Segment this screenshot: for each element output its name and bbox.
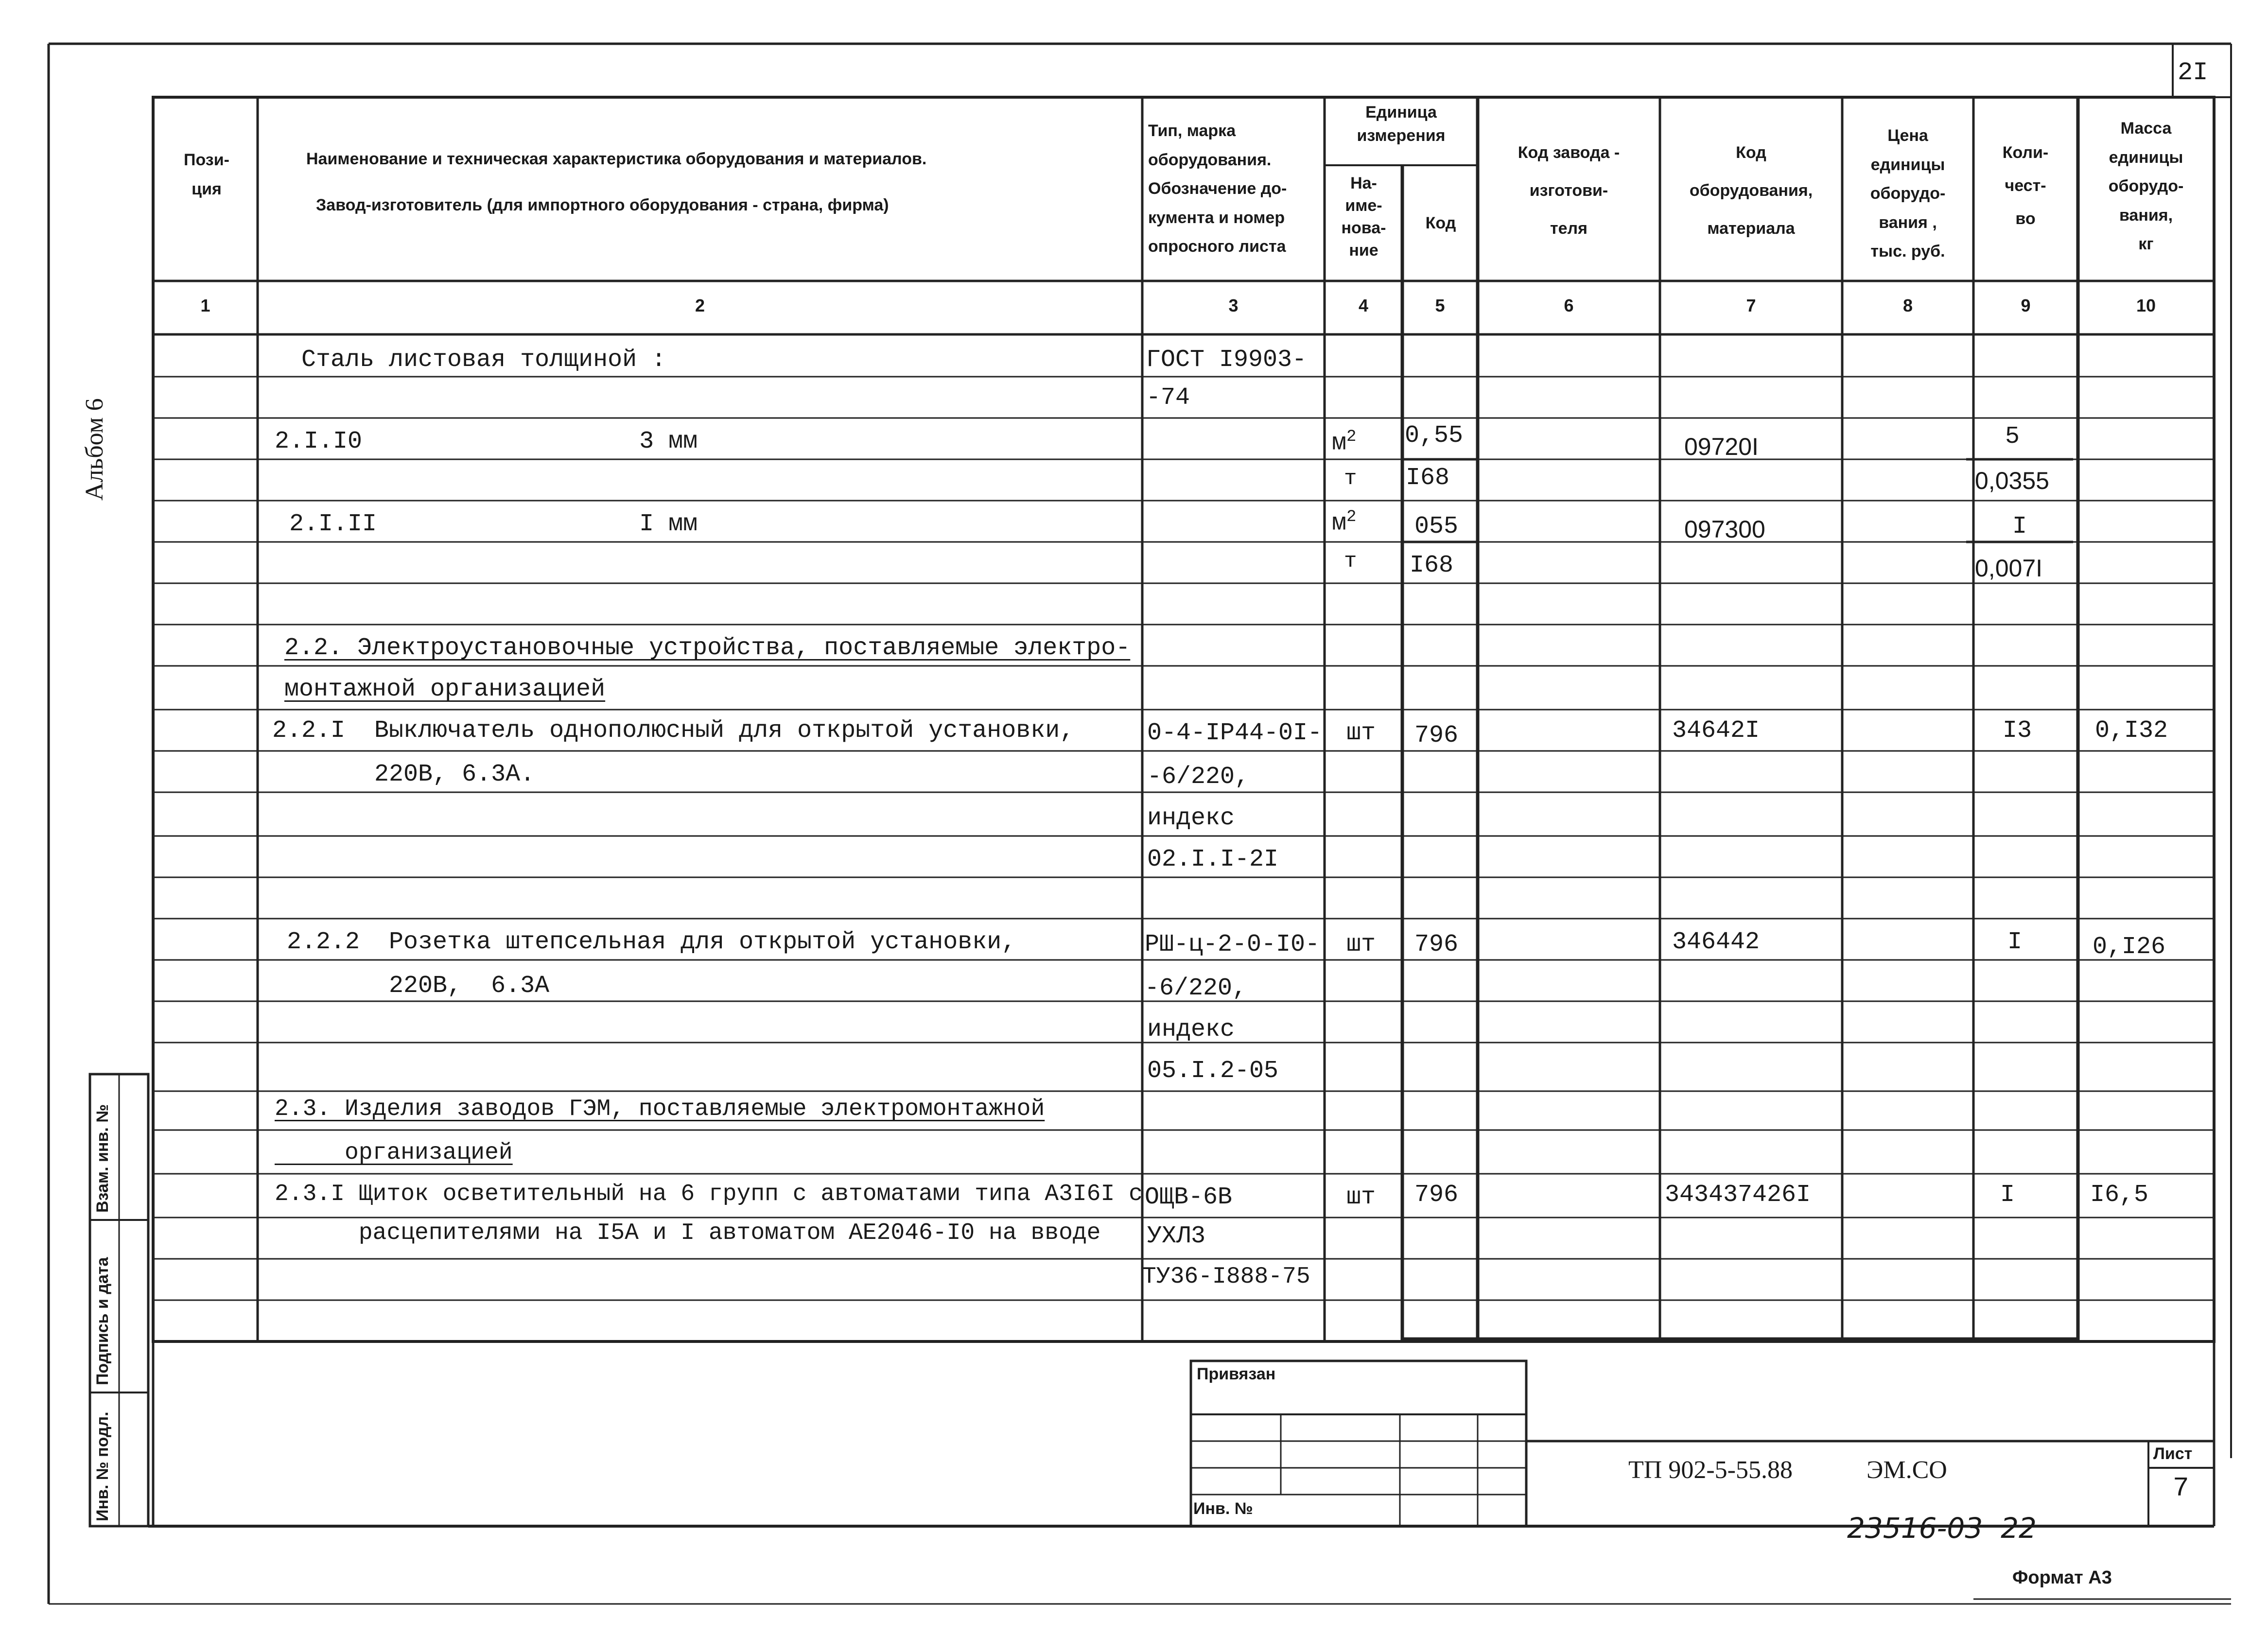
row-equip-code: 097300: [1684, 516, 1765, 543]
colnum-8: 8: [1902, 296, 1913, 315]
row-equip-code: 346442: [1672, 928, 1760, 956]
header-col7: Код оборудования, материала: [1689, 143, 1813, 238]
colnum-4: 4: [1358, 296, 1369, 315]
header-col2: Наименование и техническая характеристика оборудования и материалов. Завод-изготовитель (для импортного оборудования - страна, фирма): [306, 150, 927, 215]
row-type: 02.I.I-2I: [1147, 846, 1279, 873]
row-name: расцепителями на I5А и I автоматом АЕ2046-I0 на вводе: [275, 1220, 1101, 1246]
row-qty: I3: [2003, 717, 2032, 745]
row-name: 220В, 6.3А.: [272, 761, 535, 788]
row-code: 796: [1414, 931, 1459, 958]
row-code: I68: [1406, 464, 1450, 492]
row-code: I68: [1410, 552, 1454, 579]
row-type: 05.I.2-05: [1147, 1057, 1279, 1085]
row-type: -74: [1146, 384, 1190, 412]
row-qty: I: [2000, 1181, 2015, 1209]
colnum-7: 7: [1746, 296, 1756, 315]
section-heading: 2.3. Изделия заводов ГЭМ, поставляемые электромонтажной: [275, 1096, 1045, 1122]
podpis-data-label: Подпись и дата: [93, 1257, 112, 1385]
row-equip-code: 34642I: [1672, 717, 1760, 745]
row-mass: 0,I26: [2093, 933, 2166, 961]
header-col8: Цена единицы оборудо- вания , тыс. руб.: [1870, 126, 1946, 261]
row-name: 2.3.I Щиток осветительный на 6 групп с автоматами типа А3I6I с: [275, 1181, 1143, 1207]
handwritten-number: 23516-03 22: [1847, 1512, 2037, 1545]
row-type: -6/220,: [1145, 975, 1247, 1002]
inv-no-label: Инв. №: [1193, 1499, 1253, 1518]
album-label: Альбом 6: [81, 398, 108, 501]
row-type: ГОСТ I9903-: [1146, 346, 1307, 374]
row-name: 2.I.I0 3 мм: [275, 428, 698, 455]
sheet-label: Лист: [2153, 1445, 2193, 1463]
row-code: 796: [1414, 722, 1459, 749]
doc-code: ТП 902-5-55.88: [1628, 1456, 1793, 1484]
row-unit: т: [1344, 467, 1357, 491]
colnum-10: 10: [2136, 296, 2156, 315]
privyazan-label: Привязан: [1197, 1365, 1276, 1383]
row-type: 0-4-IP44-0I-: [1147, 719, 1323, 747]
inv-podl-label: Инв. № подл.: [93, 1411, 112, 1521]
header-col9: Коли- чест- во: [2002, 143, 2049, 228]
header-col4: На- име- нова- ние: [1341, 174, 1386, 260]
row-qty: 5: [2005, 423, 2020, 451]
row-mass: I6,5: [2090, 1181, 2149, 1209]
colnum-2: 2: [695, 296, 705, 315]
header-col10: Масса единицы оборудо- вания, кг: [2108, 119, 2184, 253]
row-unit: шт: [1346, 1183, 1376, 1211]
row-name: Сталь листовая толщиной :: [301, 346, 666, 374]
sheet-number: 7: [2173, 1473, 2189, 1504]
row-unit: $м^2$: [1332, 508, 1357, 538]
row-type: ТУ36-I888-75: [1142, 1264, 1310, 1290]
colnum-3: 3: [1228, 296, 1239, 315]
row-qty: 0,007I: [1975, 555, 2043, 582]
row-code: 0,55: [1405, 422, 1464, 450]
header-col1: Пози- ция: [184, 151, 229, 198]
row-unit: шт: [1346, 931, 1376, 958]
header-col5: Код: [1425, 214, 1456, 232]
row-unit: т: [1344, 549, 1357, 574]
row-unit: шт: [1346, 719, 1376, 747]
row-type: индекс: [1147, 804, 1235, 832]
header-col6: Код завода - изготови- теля: [1518, 143, 1620, 238]
header-unit-group: Единица измерения: [1357, 103, 1446, 145]
colnum-6: 6: [1564, 296, 1574, 315]
row-type: РШ-ц-2-0-I0-: [1145, 931, 1320, 958]
section-heading: монтажной организацией: [284, 676, 606, 703]
doc-suffix: ЭМ.СО: [1867, 1456, 1947, 1484]
row-name: 220В, 6.3А: [272, 972, 550, 1000]
header-col3: Тип, марка оборудования. Обозначение до- кумента и номер опросного листа: [1148, 122, 1287, 256]
row-code: 055: [1414, 513, 1459, 540]
row-equip-code: 09720I: [1684, 433, 1759, 460]
section-heading: организацией: [275, 1140, 513, 1166]
row-qty: I: [2007, 928, 2023, 956]
colnum-1: 1: [200, 296, 210, 315]
row-type: индекс: [1147, 1016, 1235, 1044]
row-type: ОЩВ-6В: [1145, 1183, 1233, 1211]
row-qty: 0,0355: [1975, 467, 2049, 494]
row-code: 796: [1414, 1181, 1459, 1209]
row-name: 2.2.2 Розетка штепсельная для открытой установки,: [272, 928, 1016, 956]
row-qty: I: [2012, 513, 2027, 540]
section-heading: 2.2. Электроустановочные устройства, поставляемые электро-: [284, 634, 1131, 662]
row-equip-code: 343437426I: [1665, 1181, 1811, 1209]
page-number: 2I: [2178, 58, 2208, 87]
row-type: УХЛ3: [1147, 1222, 1206, 1250]
row-unit: $м^2$: [1332, 428, 1357, 457]
row-name: 2.I.II I мм: [275, 510, 698, 538]
row-type: -6/220,: [1147, 763, 1250, 791]
format-label: Формат А3: [2012, 1567, 2112, 1588]
colnum-5: 5: [1435, 296, 1445, 315]
row-mass: 0,I32: [2095, 717, 2168, 745]
vzam-inv-label: Взам. инв. №: [93, 1104, 112, 1213]
colnum-9: 9: [2021, 296, 2031, 315]
row-name: 2.2.I Выключатель однополюсный для открытой установки,: [272, 717, 1075, 745]
